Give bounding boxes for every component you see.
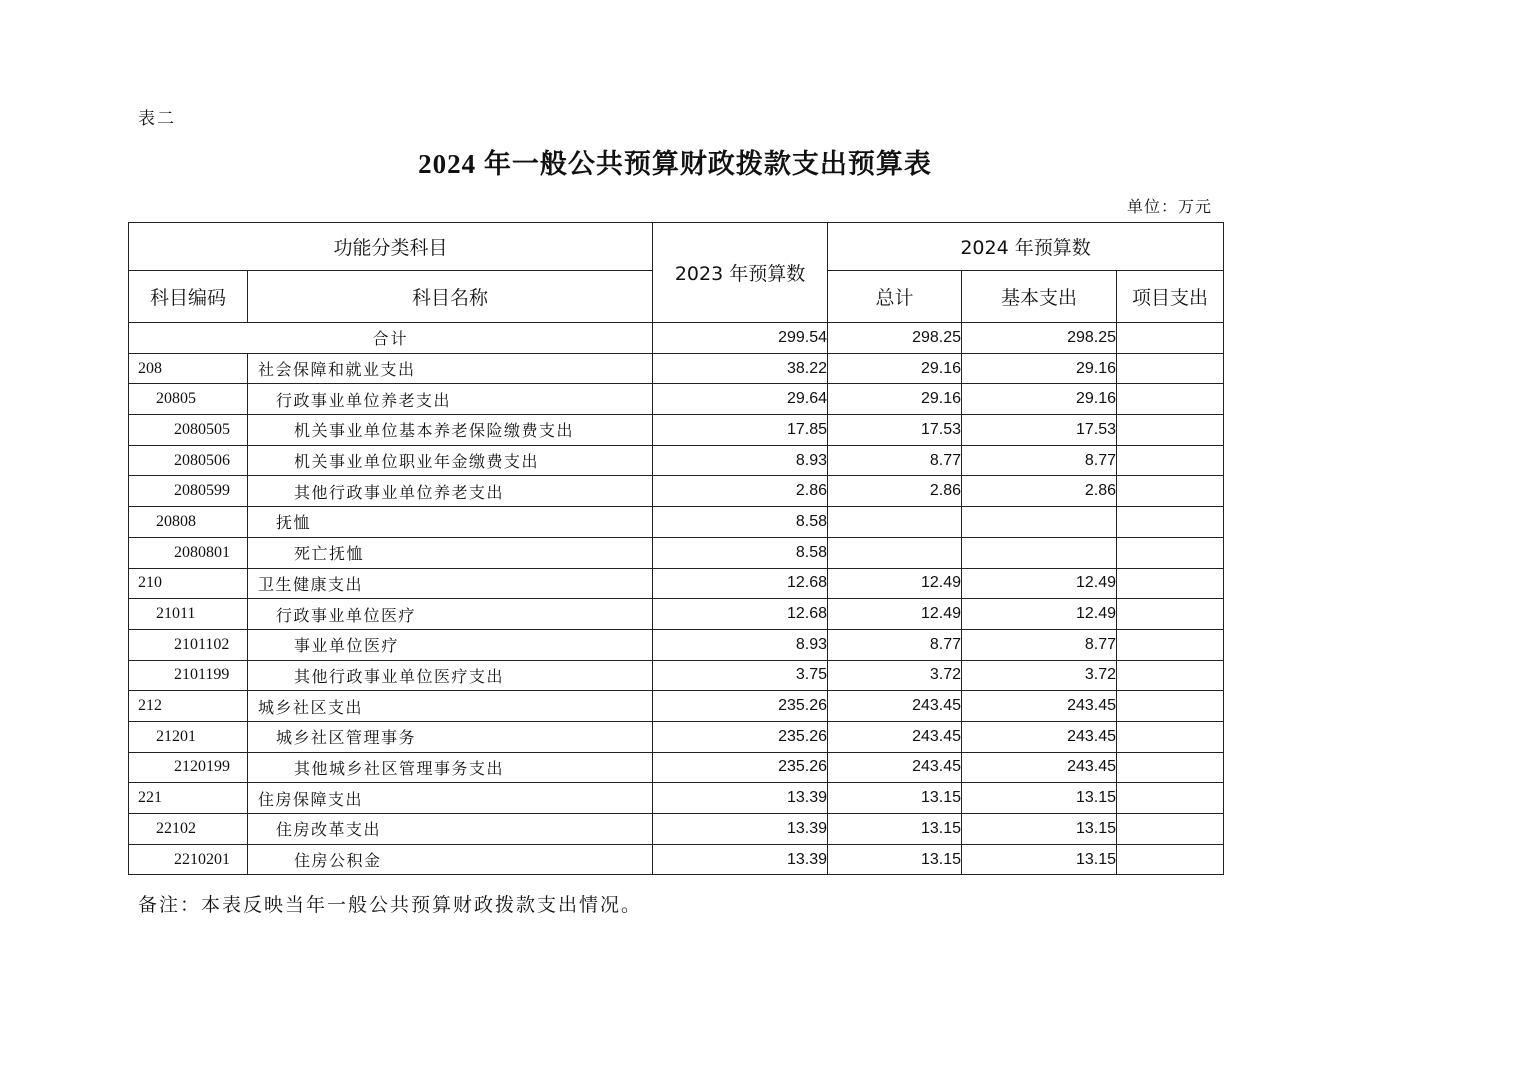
row-name: 住房公积金 [248, 844, 653, 875]
row-basic: 8.77 [962, 445, 1117, 476]
row-code: 2080599 [129, 476, 248, 507]
row-basic: 12.49 [962, 599, 1117, 630]
row-project [1117, 660, 1224, 691]
row-code: 210 [129, 568, 248, 599]
table-row [129, 507, 1224, 538]
table-row [129, 599, 1224, 630]
footnote: 备注：本表反映当年一般公共预算财政拨款支出情况。 [138, 894, 643, 916]
row-project [1117, 476, 1224, 507]
row-name: 其他行政事业单位医疗支出 [248, 660, 653, 691]
unit-label: 单位：万元 [1126, 197, 1212, 216]
table-row [129, 537, 1224, 568]
row-name: 行政事业单位医疗 [248, 599, 653, 630]
row-budget-2023: 13.39 [653, 814, 828, 845]
row-project [1117, 629, 1224, 660]
row-budget-2023: 13.39 [653, 844, 828, 875]
row-budget-2023: 8.58 [653, 537, 828, 568]
row-code: 2080506 [129, 445, 248, 476]
table-row [129, 783, 1224, 814]
row-project [1117, 445, 1224, 476]
table-row [129, 844, 1224, 875]
row-budget-2023: 3.75 [653, 660, 828, 691]
row-total [828, 507, 962, 538]
row-budget-2023: 235.26 [653, 691, 828, 722]
row-project [1117, 415, 1224, 446]
table-row [129, 568, 1224, 599]
row-total: 243.45 [828, 721, 962, 752]
row-code: 208 [129, 353, 248, 384]
header-code: 科目编码 [129, 271, 248, 323]
budget-table [128, 222, 1224, 875]
table-row [129, 814, 1224, 845]
row-name: 住房改革支出 [248, 814, 653, 845]
row-basic: 2.86 [962, 476, 1117, 507]
row-name: 城乡社区管理事务 [248, 721, 653, 752]
header-basic: 基本支出 [962, 271, 1117, 323]
table-row [129, 353, 1224, 384]
row-code: 2210201 [129, 844, 248, 875]
row-total: 8.77 [828, 629, 962, 660]
row-basic [962, 537, 1117, 568]
row-basic: 12.49 [962, 568, 1117, 599]
row-budget-2023: 8.93 [653, 445, 828, 476]
table-row [129, 415, 1224, 446]
row-name: 死亡抚恤 [248, 537, 653, 568]
row-budget-2023: 12.68 [653, 568, 828, 599]
row-basic: 29.16 [962, 353, 1117, 384]
row-total: 2.86 [828, 476, 962, 507]
row-budget-2023: 13.39 [653, 783, 828, 814]
row-total: 17.53 [828, 415, 962, 446]
row-total: 13.15 [828, 814, 962, 845]
header-project: 项目支出 [1117, 271, 1224, 323]
row-name: 机关事业单位基本养老保险缴费支出 [248, 415, 653, 446]
row-budget-2023: 235.26 [653, 752, 828, 783]
row-budget-2023: 12.68 [653, 599, 828, 630]
row-code: 2080505 [129, 415, 248, 446]
table-row [129, 476, 1224, 507]
row-project [1117, 537, 1224, 568]
row-name: 抚恤 [248, 507, 653, 538]
total-row [129, 323, 1224, 354]
row-project [1117, 568, 1224, 599]
row-total [828, 537, 962, 568]
row-basic: 243.45 [962, 752, 1117, 783]
row-code: 2101102 [129, 629, 248, 660]
total-label: 合计 [129, 323, 653, 354]
row-project [1117, 384, 1224, 415]
row-name: 其他行政事业单位养老支出 [248, 476, 653, 507]
row-name: 社会保障和就业支出 [248, 353, 653, 384]
document-title: 2024 年一般公共预算财政拨款支出预算表 [418, 149, 932, 179]
row-name: 行政事业单位养老支出 [248, 384, 653, 415]
row-project [1117, 353, 1224, 384]
row-basic: 29.16 [962, 384, 1117, 415]
table-label: 表二 [138, 109, 176, 129]
table-row [129, 660, 1224, 691]
row-code: 221 [129, 783, 248, 814]
total-total: 298.25 [828, 323, 962, 354]
row-total: 12.49 [828, 599, 962, 630]
row-total: 3.72 [828, 660, 962, 691]
row-total: 243.45 [828, 691, 962, 722]
row-name: 其他城乡社区管理事务支出 [248, 752, 653, 783]
row-basic: 13.15 [962, 783, 1117, 814]
table-row [129, 629, 1224, 660]
row-basic: 13.15 [962, 844, 1117, 875]
row-code: 22102 [129, 814, 248, 845]
row-budget-2023: 17.85 [653, 415, 828, 446]
header-budget-2024-group: 2024 年预算数 [828, 223, 1224, 271]
row-basic: 3.72 [962, 660, 1117, 691]
row-project [1117, 783, 1224, 814]
row-total: 8.77 [828, 445, 962, 476]
header-budget-2023: 2023 年预算数 [653, 223, 828, 323]
table-row [129, 752, 1224, 783]
row-name: 城乡社区支出 [248, 691, 653, 722]
header-total: 总计 [828, 271, 962, 323]
row-project [1117, 507, 1224, 538]
row-budget-2023: 29.64 [653, 384, 828, 415]
row-budget-2023: 38.22 [653, 353, 828, 384]
total-basic: 298.25 [962, 323, 1117, 354]
row-basic: 13.15 [962, 814, 1117, 845]
total-budget-2023: 299.54 [653, 323, 828, 354]
row-basic [962, 507, 1117, 538]
row-name: 事业单位医疗 [248, 629, 653, 660]
row-total: 13.15 [828, 783, 962, 814]
row-code: 20805 [129, 384, 248, 415]
row-code: 21201 [129, 721, 248, 752]
row-project [1117, 599, 1224, 630]
row-name: 住房保障支出 [248, 783, 653, 814]
row-total: 29.16 [828, 353, 962, 384]
row-code: 20808 [129, 507, 248, 538]
row-project [1117, 814, 1224, 845]
row-project [1117, 844, 1224, 875]
row-project [1117, 721, 1224, 752]
table-row [129, 721, 1224, 752]
row-total: 29.16 [828, 384, 962, 415]
row-code: 212 [129, 691, 248, 722]
row-budget-2023: 8.93 [653, 629, 828, 660]
table-row [129, 384, 1224, 415]
row-code: 21011 [129, 599, 248, 630]
row-basic: 8.77 [962, 629, 1117, 660]
row-code: 2080801 [129, 537, 248, 568]
table-row [129, 691, 1224, 722]
row-total: 12.49 [828, 568, 962, 599]
header-name: 科目名称 [248, 271, 653, 323]
row-budget-2023: 235.26 [653, 721, 828, 752]
table-row [129, 445, 1224, 476]
row-total: 13.15 [828, 844, 962, 875]
row-code: 2120199 [129, 752, 248, 783]
row-basic: 17.53 [962, 415, 1117, 446]
row-total: 243.45 [828, 752, 962, 783]
row-name: 机关事业单位职业年金缴费支出 [248, 445, 653, 476]
header-category-group: 功能分类科目 [129, 223, 653, 271]
total-project [1117, 323, 1224, 354]
row-name: 卫生健康支出 [248, 568, 653, 599]
row-budget-2023: 8.58 [653, 507, 828, 538]
row-project [1117, 691, 1224, 722]
row-budget-2023: 2.86 [653, 476, 828, 507]
row-basic: 243.45 [962, 691, 1117, 722]
row-code: 2101199 [129, 660, 248, 691]
row-project [1117, 752, 1224, 783]
row-basic: 243.45 [962, 721, 1117, 752]
